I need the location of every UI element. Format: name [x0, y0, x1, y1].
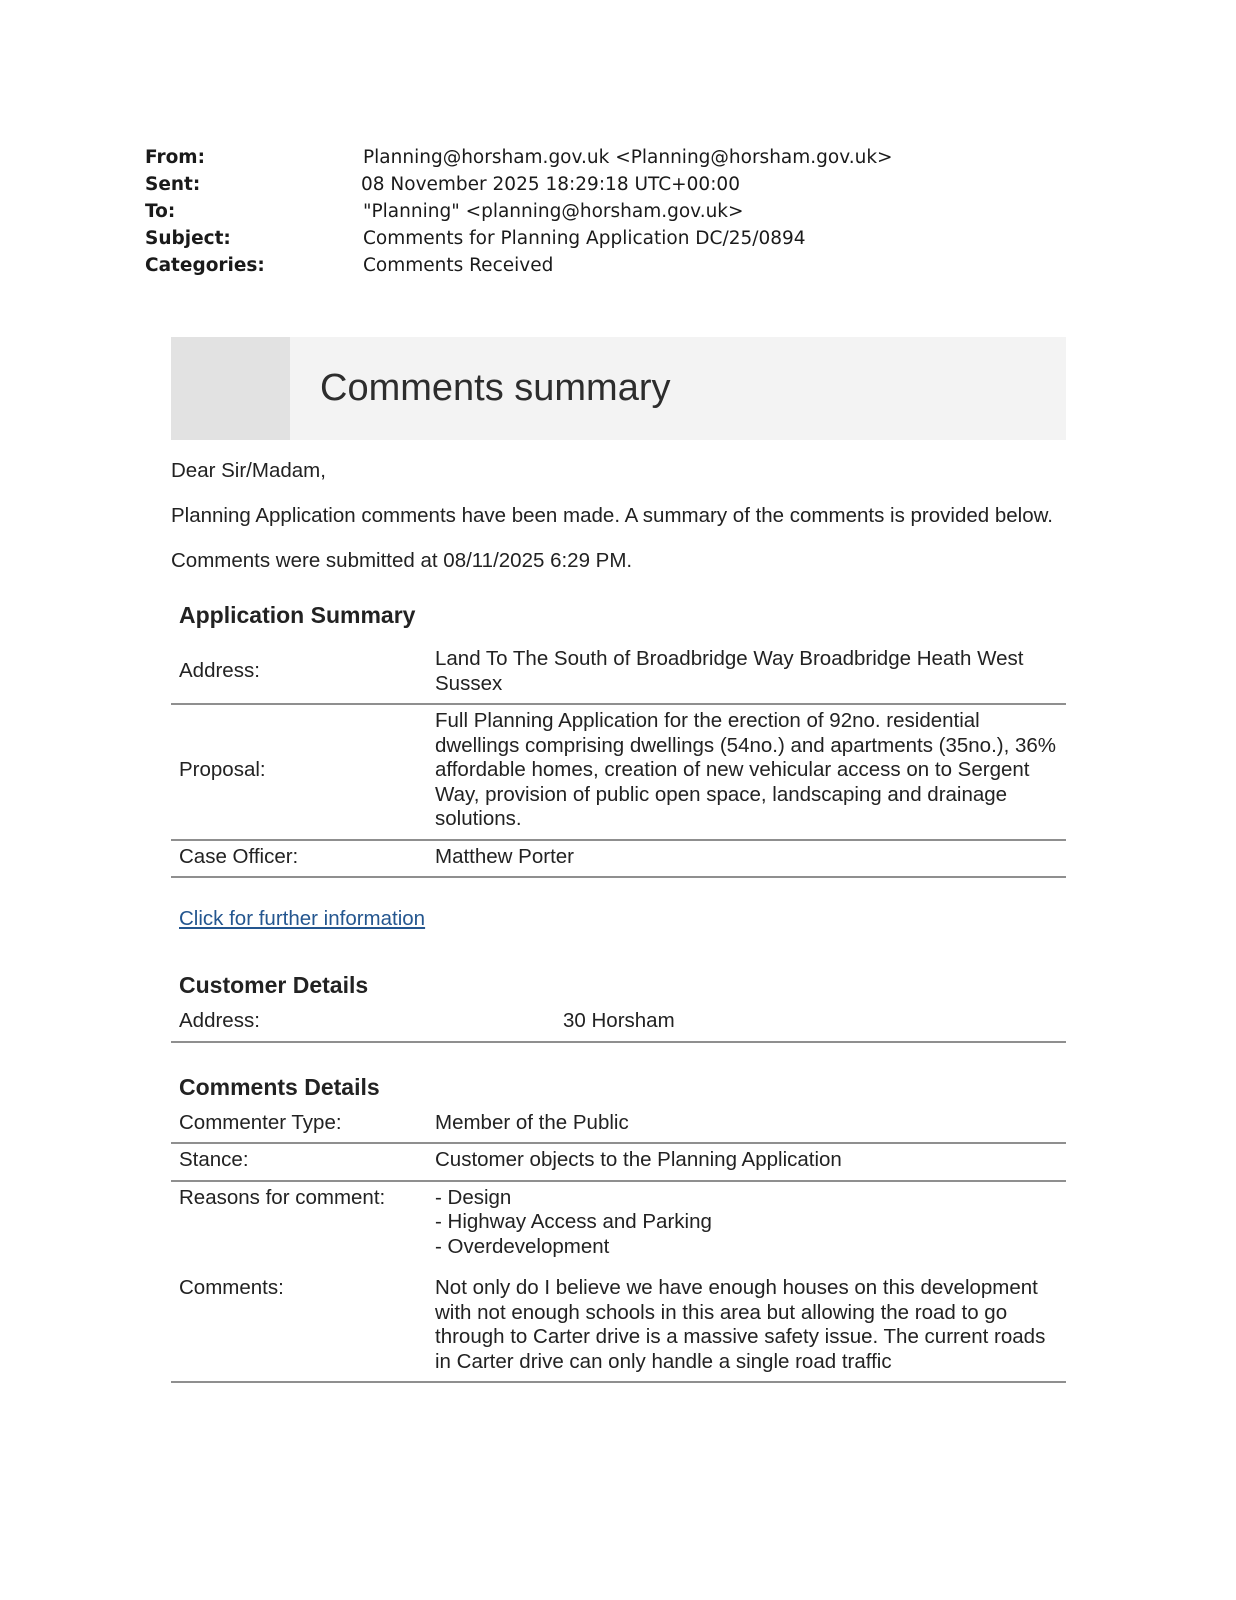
- commenter-type-value: Member of the Public: [427, 1107, 1066, 1144]
- commenter-type-label: Commenter Type:: [171, 1107, 427, 1144]
- reason-item: - Highway Access and Parking: [435, 1210, 712, 1233]
- reason-item: - Overdevelopment: [435, 1234, 610, 1258]
- stance-value: Customer objects to the Planning Application: [427, 1143, 1066, 1181]
- comments-details-title: Comments Details: [179, 1073, 380, 1100]
- table-row: [171, 1107, 1066, 1144]
- email-from-label: From:: [145, 147, 205, 168]
- further-information-link[interactable]: Click for further information: [179, 907, 426, 930]
- table-row: [171, 1181, 1066, 1267]
- greeting: Dear Sir/Madam,: [171, 459, 326, 482]
- banner-title: Comments summary: [320, 367, 671, 409]
- comments-details-table: [171, 1107, 1066, 1384]
- reason-item: - Design: [435, 1185, 512, 1209]
- submitted-timestamp: Comments were submitted at 08/11/2025 6:29 PM.: [171, 549, 633, 572]
- address-value: Land To The South of Broadbridge Way Broadbridge Heath West Sussex: [427, 643, 1066, 704]
- email-to-label: To:: [145, 201, 176, 222]
- email-body: [171, 458, 1066, 1383]
- case-officer-label: Case Officer:: [171, 840, 427, 878]
- comments-summary-banner: [171, 337, 1066, 440]
- table-row: [171, 840, 1066, 878]
- reasons-label: Reasons for comment:: [179, 1185, 386, 1209]
- email-from-value: Planning@horsham.gov.uk <Planning@horsham.gov.uk>: [363, 147, 893, 168]
- banner-accent-block: [171, 337, 290, 440]
- further-info-row: [171, 906, 1066, 931]
- address-label: Address:: [171, 643, 427, 704]
- proposal-value: Full Planning Application for the erection of 92no. residential dwellings comprising dwellings (54no.) and apartments (35no.), 36% affordable homes, creation of new vehicular access on to Sergent Way, provision of public open space, landscaping and drainage solutions.: [427, 704, 1066, 840]
- email-to-value: "Planning" <planning@horsham.gov.uk>: [363, 201, 744, 222]
- stance-label: Stance:: [171, 1143, 427, 1181]
- application-summary-title: Application Summary: [179, 602, 416, 628]
- intro-message: Planning Application comments have been made. A summary of the comments is provided below.: [171, 504, 1053, 527]
- table-row: [171, 1005, 1066, 1042]
- table-row: [171, 643, 1066, 704]
- table-row: [171, 704, 1066, 840]
- email-subject-label: Subject:: [145, 228, 231, 249]
- comments-label: Comments:: [171, 1266, 427, 1382]
- comments-value: Not only do I believe we have enough houses on this development with not enough schools in this area but allowing the road to go through to Carter drive is a massive safety issue. The current roads in Carter drive can only handle a single road traffic: [427, 1266, 1066, 1382]
- table-row: [171, 1143, 1066, 1181]
- email-from-row: [145, 144, 1045, 171]
- reasons-list: [427, 1181, 1066, 1267]
- email-categories-label: Categories:: [145, 255, 265, 276]
- email-subject-row: [145, 225, 1045, 252]
- proposal-label: Proposal:: [171, 704, 427, 840]
- email-header: [145, 144, 1045, 279]
- email-categories-row: [145, 252, 1045, 279]
- email-sent-label: Sent:: [145, 174, 201, 195]
- customer-details-title: Customer Details: [179, 972, 369, 998]
- case-officer-value: Matthew Porter: [427, 840, 1066, 878]
- application-summary-table: [171, 643, 1066, 878]
- email-to-row: [145, 198, 1045, 225]
- customer-address-value: 30 Horsham: [555, 1005, 1066, 1042]
- email-sent-value: 08 November 2025 18:29:18 UTC+00:00: [361, 174, 740, 195]
- email-sent-row: [145, 171, 1045, 198]
- email-categories-value: Comments Received: [363, 255, 554, 276]
- email-subject-value: Comments for Planning Application DC/25/0894: [363, 228, 806, 249]
- customer-details-table: [171, 1005, 1066, 1043]
- customer-address-label: Address:: [171, 1005, 555, 1042]
- table-row: [171, 1266, 1066, 1382]
